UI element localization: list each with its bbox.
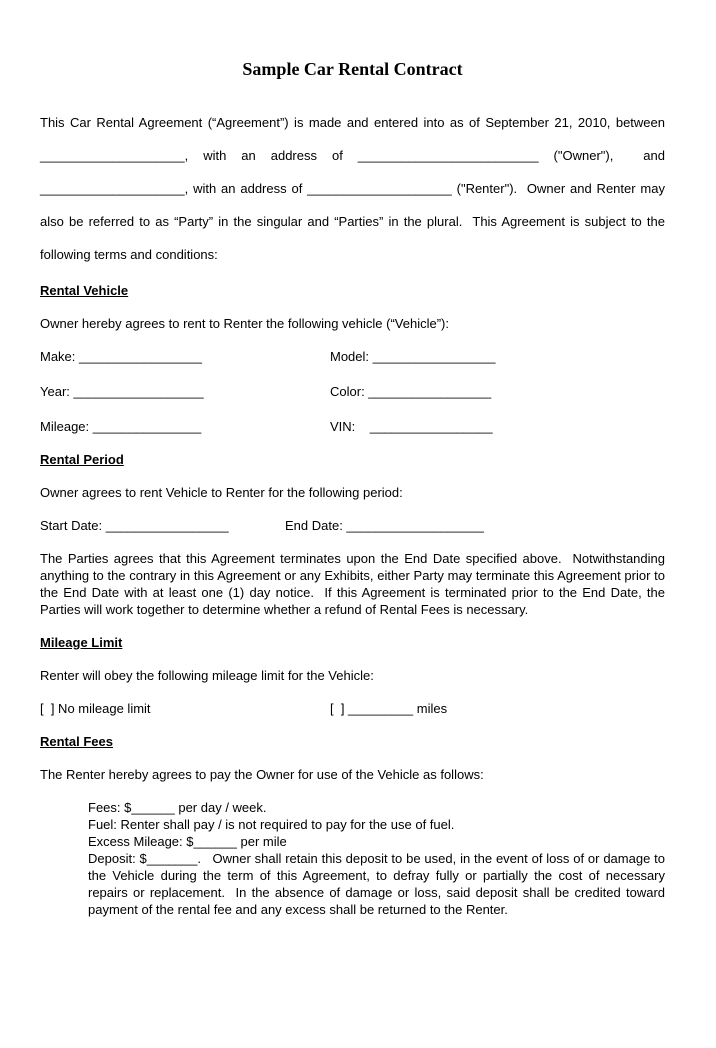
vehicle-fields-row-1 <box>40 348 665 365</box>
rental-fees-intro: The Renter hereby agrees to pay the Owner for use of the Vehicle as follows: <box>40 767 484 782</box>
termination-paragraph: The Parties agrees that this Agreement terminates upon the End Date specified above. Notwithstanding anything to the contrary in this Agreement or any Exhibits, either Party may terminate this Agreement prior to the End Date with at least one (1) day notice. If this Agreement is terminated prior to the End Date, the Parties will work together to determine whether a refund of Rental Fees is necessary. <box>40 551 665 617</box>
make-field: Make: _________________ <box>40 349 202 364</box>
excess-mileage-line: Excess Mileage: $______ per mile <box>88 834 287 849</box>
intro-paragraph: This Car Rental Agreement (“Agreement”) is made and entered into as of September 21, 2010, between ____________________, with an address of _________________________ ("Owner"), and ____________________, with an address of ____________________ ("Renter"). Owner and Renter may also be referred to as “Party” in the singular and “Parties” in the plural. This Agreement is subject to the following terms and conditions: <box>40 115 665 262</box>
vin-field: VIN: _________________ <box>330 419 493 434</box>
mileage-limit-intro: Renter will obey the following mileage limit for the Vehicle: <box>40 668 374 683</box>
document-title: Sample Car Rental Contract <box>242 59 463 79</box>
start-date-field: Start Date: _________________ <box>40 518 229 533</box>
section-heading-rental-vehicle: Rental Vehicle <box>40 283 129 298</box>
model-field: Model: _________________ <box>330 349 496 364</box>
mileage-limit-options-row <box>40 700 665 717</box>
rental-period-dates-row <box>40 517 665 534</box>
color-field: Color: _________________ <box>330 384 492 399</box>
fees-line: Fees: $______ per day / week. <box>88 800 267 815</box>
checkbox-no-mileage-limit: [ ] No mileage limit <box>40 701 151 716</box>
end-date-field: End Date: ___________________ <box>285 518 484 533</box>
rental-vehicle-intro: Owner hereby agrees to rent to Renter the following vehicle (“Vehicle”): <box>40 316 449 331</box>
rental-period-intro: Owner agrees to rent Vehicle to Renter for the following period: <box>40 485 403 500</box>
mileage-field: Mileage: _______________ <box>40 419 202 434</box>
year-field: Year: __________________ <box>40 384 204 399</box>
deposit-paragraph: Deposit: $_______. Owner shall retain this deposit to be used, in the event of loss of or damage to the Vehicle during the term of this Agreement, to defray fully or partially the cost of necessary repairs or replacement. In the absence of damage or loss, said deposit shall be credited toward payment of the rental fee and any excess shall be returned to the Renter. <box>88 851 665 917</box>
vehicle-fields-row-2 <box>40 383 665 400</box>
section-heading-rental-period: Rental Period <box>40 452 124 467</box>
vehicle-fields-row-3 <box>40 418 665 435</box>
rental-fees-detail-block <box>88 799 665 918</box>
section-heading-rental-fees: Rental Fees <box>40 734 113 749</box>
checkbox-miles-limit: [ ] _________ miles <box>330 701 448 716</box>
section-heading-mileage-limit: Mileage Limit <box>40 635 123 650</box>
fuel-line: Fuel: Renter shall pay / is not required to pay for the use of fuel. <box>88 817 455 832</box>
